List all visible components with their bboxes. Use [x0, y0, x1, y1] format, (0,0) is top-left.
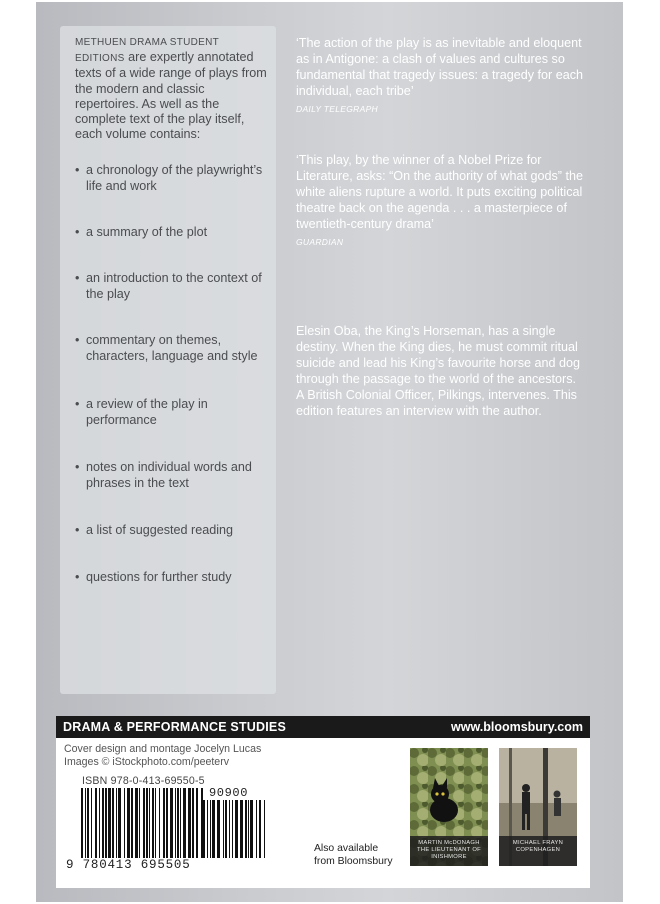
- barcode-bar: [118, 788, 121, 858]
- bullet-icon: •: [75, 333, 80, 347]
- design-credit: Cover design and montage Jocelyn Lucas: [64, 743, 262, 755]
- quote-source: DAILY TELEGRAPH: [296, 104, 378, 114]
- barcode-bar: [159, 788, 160, 858]
- barcode-bar: [223, 800, 224, 858]
- barcode: [81, 788, 203, 858]
- bullet-icon: •: [75, 570, 80, 584]
- barcode-bar: [217, 800, 220, 858]
- barcode-bar: [170, 788, 173, 858]
- barcode-bar: [116, 788, 117, 858]
- barcode-bar: [131, 788, 133, 858]
- barcode-bar: [139, 788, 140, 858]
- barcode-bar: [264, 800, 265, 858]
- barcode-bar: [203, 800, 205, 858]
- barcode-bar: [175, 788, 176, 858]
- related-book-cover[interactable]: [410, 748, 488, 866]
- barcode-bar: [163, 788, 165, 858]
- bullet-icon: •: [75, 523, 80, 537]
- bottom-panel: [56, 716, 590, 888]
- barcode-bar: [155, 788, 156, 858]
- book-label: MICHAEL FRAYN COPENHAGEN: [499, 836, 577, 866]
- barcode-addon-number: 90900: [209, 786, 249, 800]
- list-item: • a summary of the plot: [75, 225, 208, 239]
- barcode-bar: [124, 788, 125, 858]
- barcode-bar: [135, 788, 138, 858]
- barcode-bar: [183, 788, 186, 858]
- series-intro-text: are expertly annotated texts of a wide range of plays from the modern and classic repertoires. As well as the complete text of the play itself, each volume contains:: [75, 50, 267, 142]
- barcode-bar: [256, 800, 257, 858]
- barcode-bar: [240, 800, 243, 858]
- barcode-bar: [87, 788, 89, 858]
- cover-credits: [64, 743, 261, 769]
- barcode-bar: [248, 800, 249, 858]
- barcode-bar: [250, 800, 253, 858]
- barcode-bar: [152, 788, 154, 858]
- image-credit: Images © iStockphoto.com/peeterv: [64, 756, 230, 768]
- barcode-bar: [188, 788, 191, 858]
- barcode-bar: [225, 800, 227, 858]
- review-quote: [296, 152, 596, 250]
- bullet-icon: •: [75, 271, 80, 285]
- barcode-bar: [91, 788, 92, 858]
- barcode-bar: [232, 800, 233, 858]
- category-label: DRAMA & PERFORMANCE STUDIES: [63, 720, 286, 734]
- series-intro: [75, 34, 270, 142]
- barcode-bar: [102, 788, 104, 858]
- book-label: MARTIN McDONAGH THE LIEUTENANT OF INISHMORE: [410, 836, 488, 866]
- barcode-bar: [210, 800, 211, 858]
- barcode-bar: [127, 788, 130, 858]
- barcode-bar: [229, 800, 230, 858]
- bullet-icon: •: [75, 225, 80, 239]
- barcode-bar: [95, 788, 97, 858]
- barcode-bar: [108, 788, 111, 858]
- category-banner: [56, 716, 590, 738]
- list-item: • a list of suggested reading: [75, 523, 234, 537]
- barcode-bar: [177, 788, 179, 858]
- barcode-bar: [81, 788, 83, 858]
- quote-text: ‘The action of the play is as inevitable and eloquent as in Antigone: a clash of values and cultures so fundamental that tragedy issues: a tragedy for each individual, each tribe’: [296, 36, 584, 98]
- list-item: • an introduction to the context of the play: [75, 271, 262, 301]
- list-item: • a review of the play in performance: [75, 397, 208, 427]
- barcode-bar: [146, 788, 148, 858]
- barcode-bar: [105, 788, 107, 858]
- barcode-bar: [235, 800, 238, 858]
- barcode-bar: [245, 800, 247, 858]
- list-item: • notes on individual words and phrases in the text: [75, 460, 252, 490]
- barcode-digits: 9 780413 695505: [66, 858, 191, 872]
- barcode-bar: [149, 788, 150, 858]
- barcode-bar: [143, 788, 145, 858]
- list-item: • commentary on themes, characters, language and style: [75, 333, 258, 363]
- quote-text: ‘This play, by the winner of a Nobel Prize for Literature, asks: “On the authority of what gods” the white aliens rupture a world. It puts exciting political theatre back on the agenda . . . a masterpiece of twentieth-century drama’: [296, 153, 584, 231]
- barcode-bar: [99, 788, 100, 858]
- bullet-icon: •: [75, 460, 80, 474]
- barcode-bar: [112, 788, 114, 858]
- barcode-bar: [259, 800, 261, 858]
- barcode-bar: [192, 788, 194, 858]
- bullet-icon: •: [75, 397, 80, 411]
- barcode-addon: [203, 800, 265, 858]
- barcode-bar: [180, 788, 181, 858]
- related-book-cover[interactable]: [499, 748, 577, 866]
- plot-blurb: Elesin Oba, the King’s Horseman, has a single destiny. When the King dies, he must commit ritual suicide and lead his King’s favourite horse and dog through the passage to the world of the ancestors. A British Colonial Officer, Pilkings, intervenes. This edition features an interview with the author.: [296, 324, 581, 418]
- barcode-bar: [196, 788, 198, 858]
- bullet-icon: •: [75, 163, 80, 177]
- also-available: Also available from Bloomsbury: [314, 843, 393, 867]
- quote-source: GUARDIAN: [296, 237, 344, 247]
- barcode-bar: [166, 788, 168, 858]
- list-item: • a chronology of the playwright’s life and work: [75, 163, 263, 193]
- barcode-bar: [212, 800, 215, 858]
- list-item: • questions for further study: [75, 570, 232, 584]
- series-title: METHUEN DRAMA STUDENT EDITIONS: [75, 37, 219, 65]
- barcode-bar: [85, 788, 86, 858]
- review-quote: [296, 35, 596, 117]
- isbn: ISBN 978-0-413-69550-5: [82, 775, 205, 787]
- barcode-bar: [207, 800, 208, 858]
- publisher-url[interactable]: www.bloomsbury.com: [451, 720, 583, 734]
